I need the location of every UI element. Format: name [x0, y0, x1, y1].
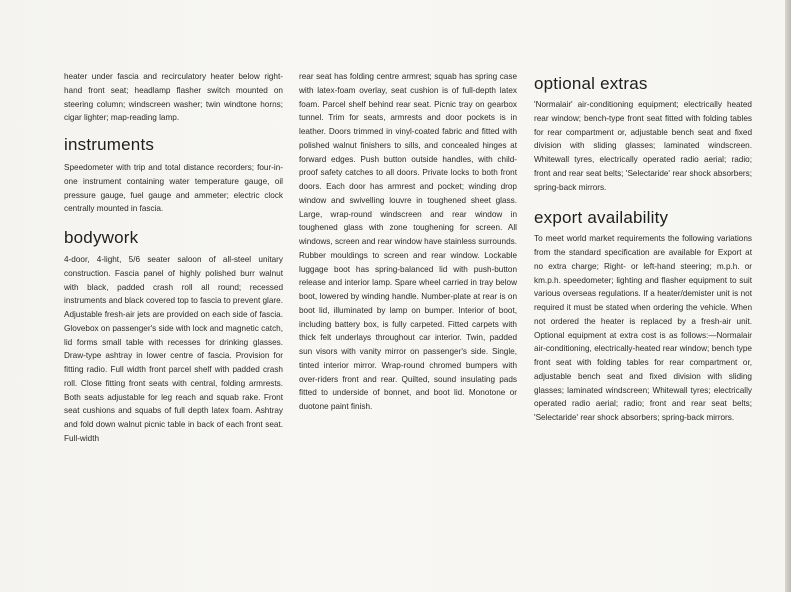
- bodywork-heading: bodywork: [64, 228, 139, 247]
- bodywork-continued-paragraph: rear seat has folding centre armrest; squab has spring case with latex-foam overlay, seat cushion is of full-depth latex foam. Parcel shelf behind rear seat. Picnic tray on gearbox tunnel. Trim for seats, armrests and door pockets is in leather. Doors trimmed in vinyl-coated fabric and fitted with polished walnut finishers to sills, and concealed hinges at forward edges. Push button outside handles, with child-proof safety catches to all doors. Private locks to both front doors. Each door has armrest and pocket; winding drop window and swivelling louvre in toughened sheet glass. Large, wrap-round windscreen and rear window in toughened glass with zone toughening for screen. All windows, screen and rear window have stainless surrounds. Rubber mouldings to screen and rear window. Lockable luggage boot has spring-balanced lid with push-button release and interior lamp. Spare wheel carried in tray below boot, lowered by winding handle. Number-plate at rear is on boot lid, illuminated by lamp on bumper. Interior of boot, including battery box, is fully carpeted. Fitted carpets with thick felt underlays throughout car interior. Twin, padded sun visors with vanity mirror on passenger's side. Single, tinted interior mirror. Wrap-round chromed bumpers with over-riders front and rear. Quilted, sound insulating pads fitted to underside of bonnet, and boot lid. Monotone or duotone paint finish.: [299, 72, 517, 411]
- optional-extras-paragraph: 'Normalair' air-conditioning equipment; electrically heated rear window; bench-type front seat fitted with folding tables for rear compartment or, adjustable bench seat and fixed division with sliding glasses; laminated windscreen. Whitewall tyres, electrically operated radio aerial; radio; front and rear seat belts; 'Selectaride' rear shock absorbers; spring-back mirrors.: [534, 100, 752, 192]
- export-availability-paragraph: To meet world market requirements the following variations from the standard specification are available for Export at no extra charge; Right- or left-hand steering; m.p.h. or km.p.h. speedometer; lighting and flasher equipment to suit various overseas regulations. If a heater/demister unit is not required it must be stated when ordering the vehicle. When not ordered the heater is replaced by a fresh-air unit. Optional equipment at extra cost is as follows:—Normalair air-conditioning, electrically-heated rear window; bench type front seat with folding tables for rear compartment or, adjustable bench seat and fixed division with sliding glasses; laminated windscreen; Whitewall tyres; electrically operated radio aerial; radio; front and rear seat belts; 'Selectaride' rear shock absorbers; spring-back mirrors.: [534, 234, 752, 422]
- column-left: [64, 70, 283, 446]
- page-edge-shadow: [785, 0, 791, 592]
- bodywork-paragraph: 4-door, 4-light, 5/6 seater saloon of all-steel unitary construction. Fascia panel of highly polished burr walnut with black, padded crash roll all round; recessed instruments and black covered top to fascia to prevent glare. Adjustable fresh-air jets are provided on each side of fascia. Glovebox on passenger's side with lock and magnetic catch, lid forms small table with recesses for drinking glasses. Draw-type ashtray in lower centre of fascia. Provision for fitting radio. Full width front parcel shelf with padded crash roll. Close fitting front seats with central, folding armrests. Both seats adjustable for leg reach and squab rake. Front seat cushions and squabs of full depth latex foam. Ashtray and fold down walnut picnic table in back of each front seat. Full-width: [64, 255, 283, 443]
- instruments-heading: instruments: [64, 135, 155, 154]
- heater-paragraph: heater under fascia and recirculatory heater below right-hand front seat; headlamp flasher switch mounted on steering column; windscreen washer; twin windtone horns; cigar lighter; map-reading lamp.: [64, 72, 283, 123]
- instruments-paragraph: Speedometer with trip and total distance recorders; four-in-one instrument containing water temperature gauge, oil pressure gauge, fuel gauge and ammeter; electric clock centrally mounted in fascia.: [64, 163, 283, 214]
- column-middle: [299, 70, 517, 414]
- column-right: [534, 70, 752, 425]
- export-availability-heading: export availability: [534, 208, 669, 228]
- optional-extras-heading: optional extras: [534, 74, 648, 93]
